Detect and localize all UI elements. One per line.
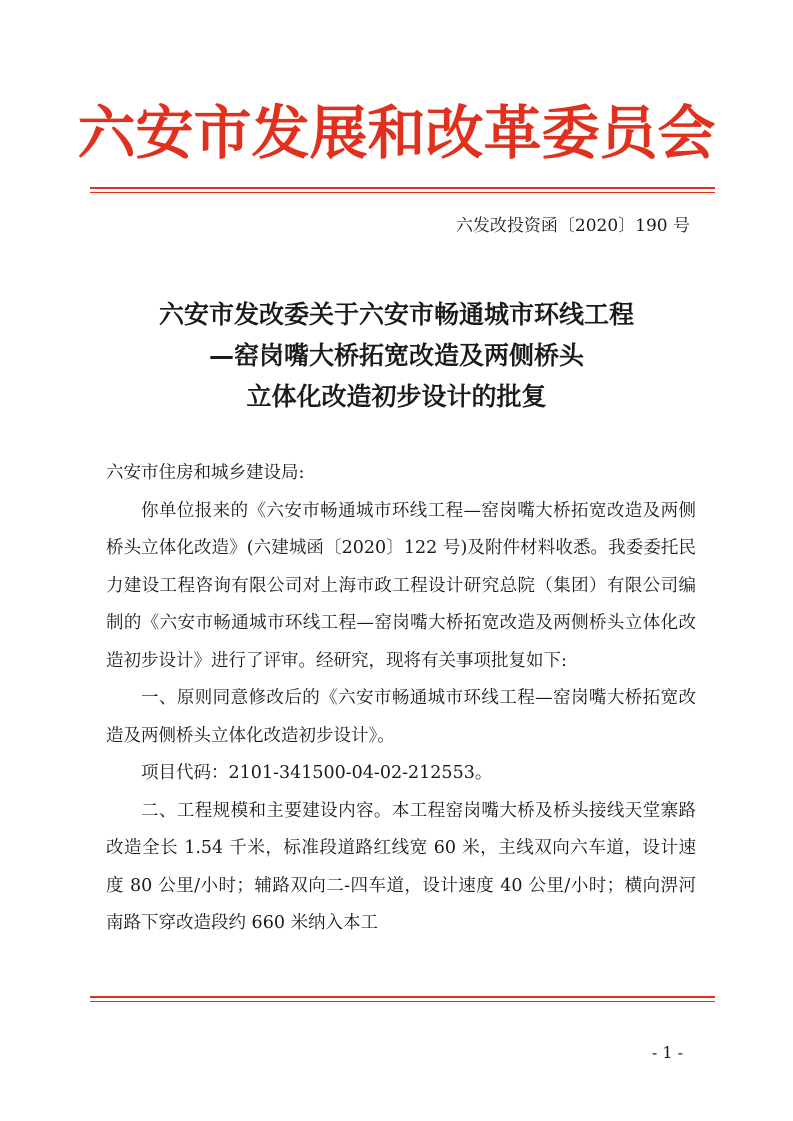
title-line-1: 六安市发改委关于六安市畅通城市环线工程 — [158, 300, 634, 329]
footer-red-rule-thin — [90, 1001, 715, 1002]
paragraph: 项目代码：2101-341500-04-02-212553。 — [141, 763, 493, 783]
footer-red-rule — [90, 996, 715, 998]
document-number: 六发改投资函〔2020〕190 号 — [455, 216, 690, 236]
paragraph: 一、原则同意修改后的《六安市畅通城市环线工程—窑岗嘴大桥拓宽改造及两侧桥头立体化改造初步设计》。 — [106, 688, 696, 746]
paragraph: 二、工程规模和主要建设内容。本工程窑岗嘴大桥及桥头接线天堂寨路改造全长 1.54 千米，标准段道路红线宽 60 米，主线双向六车道，设计速度 80 公里/小时；辅路双向二-四车道，设计速度 40 公里/小时；横向淠河南路下穿改造段约 660 米纳入本工 — [106, 800, 696, 933]
header-red-rule-thin — [90, 192, 715, 193]
title-line-2: —窑岗嘴大桥拓宽改造及两侧桥头 — [208, 341, 584, 370]
title-line-3: 立体化改造初步设计的批复 — [246, 382, 547, 411]
org-header: 六安市发展和改革委员会 — [77, 99, 716, 167]
document-title — [90, 294, 703, 417]
header-red-rule — [90, 187, 715, 189]
paragraph: 你单位报来的《六安市畅通城市环线工程—窑岗嘴大桥拓宽改造及两侧桥头立体化改造》(六建城函〔2020〕122 号)及附件材料收悉。我委委托民力建设工程咨询有限公司对上海市政工程设计研究总院（集团）有限公司编制的《六安市畅通城市环线工程—窑岗嘴大桥拓宽改造及两侧桥头立体化改造初步设计》进行了评审。经研究，现将有关事项批复如下: — [106, 500, 696, 671]
document-body — [106, 455, 696, 943]
page-number: - 1 - — [651, 1043, 683, 1062]
addressee: 六安市住房和城乡建设局: — [106, 463, 305, 483]
